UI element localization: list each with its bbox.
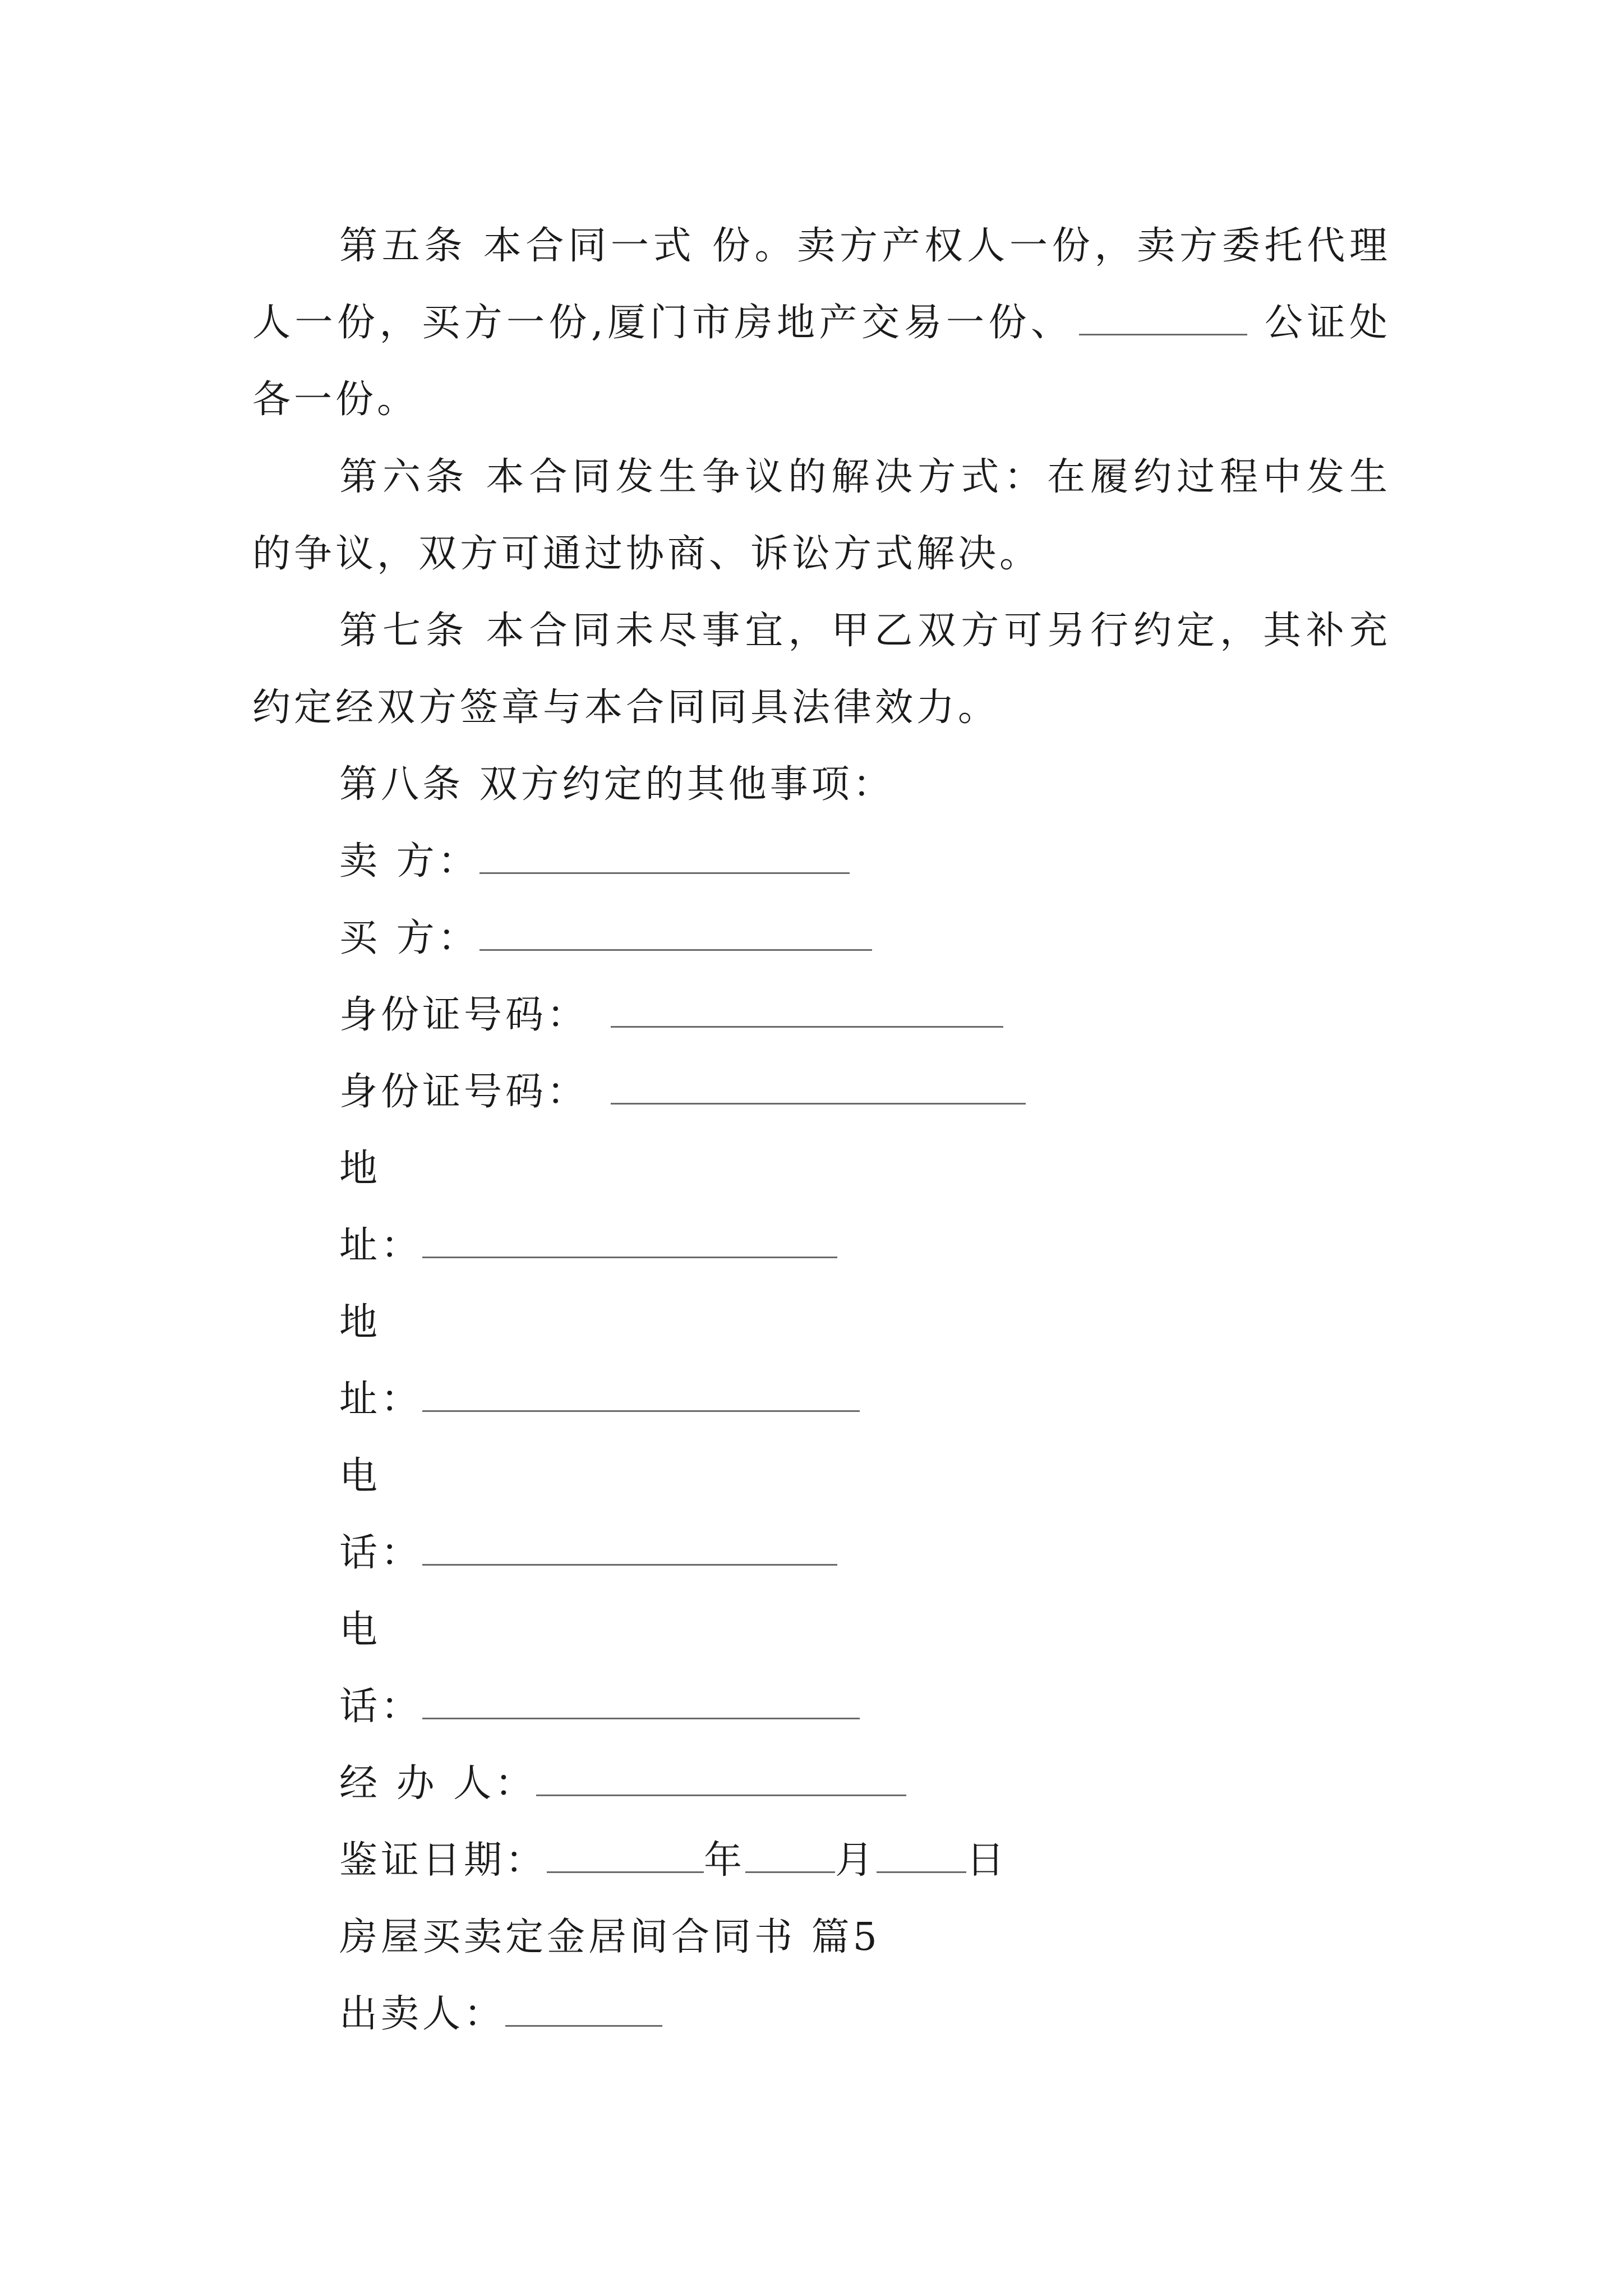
seller-label: 卖 方： [339,839,479,884]
next-seller-label: 出卖人： [339,1992,506,2036]
agent-field[interactable] [536,1763,906,1796]
id-number-row-1 [339,977,1003,1053]
article-5-text-end: 公证处各一份。 [252,301,1391,422]
article-5 [252,208,1391,438]
address-label-2: 址： [339,1377,423,1421]
article-6: 第六条 本合同发生争议的解决方式：在履约过程中发生的争议，双方可通过协商、诉讼方式解决。 [252,455,1391,576]
phone-label-2: 话： [339,1685,423,1729]
id-number-field-2[interactable] [611,1071,1026,1105]
section-title: 房屋买卖定金居间合同书 篇5 [339,1915,880,1959]
year-field[interactable] [547,1840,704,1873]
address-field-1[interactable] [422,1225,837,1258]
month-field[interactable] [745,1840,835,1873]
day-field[interactable] [877,1840,966,1873]
next-seller-row [339,1976,662,2053]
agent-row [339,1745,906,1822]
address-row-2 [339,1361,860,1438]
next-seller-field[interactable] [505,1994,662,2027]
address-label-1: 址： [339,1223,423,1268]
agent-label: 经 办 人： [339,1761,537,1806]
address-char-1a: 地 [339,1147,381,1191]
address-field-2[interactable] [422,1379,860,1412]
month-label: 月 [835,1838,877,1883]
phone-row-1 [339,1515,837,1591]
phone-char-2a: 电 [339,1608,381,1652]
id-number-label-1: 身份证号码： [339,993,589,1037]
article-5-text: 第五条 本合同一式 份。卖方产权人一份，卖方委托代理人一份，买方一份,厦门市房地产交易一份、 [252,224,1391,345]
id-number-label-2: 身份证号码： [339,1070,589,1114]
article-5-blank[interactable] [1079,302,1247,335]
phone-row-2 [339,1668,860,1745]
id-number-field-1[interactable] [611,995,1003,1028]
buyer-field[interactable] [479,918,872,951]
date-row [339,1822,1008,1899]
year-label: 年 [704,1838,746,1883]
article-8: 第八条 双方约定的其他事项： [339,762,895,807]
id-number-row-2 [339,1053,1026,1130]
seller-field[interactable] [479,841,850,874]
article-7: 第七条 本合同未尽事宜，甲乙双方可另行约定，其补充约定经双方签章与本合同同具法律效力。 [252,609,1391,730]
phone-label-1: 话： [339,1531,423,1575]
address-row-1 [339,1207,837,1284]
phone-field-1[interactable] [422,1533,837,1566]
date-label: 鉴证日期： [339,1838,547,1883]
phone-field-2[interactable] [422,1686,860,1719]
address-char-2a: 地 [339,1300,381,1345]
day-label: 日 [966,1838,1008,1883]
buyer-row [339,900,872,977]
phone-char-1a: 电 [339,1454,381,1498]
seller-row [339,823,850,900]
buyer-label: 买 方： [339,916,479,960]
